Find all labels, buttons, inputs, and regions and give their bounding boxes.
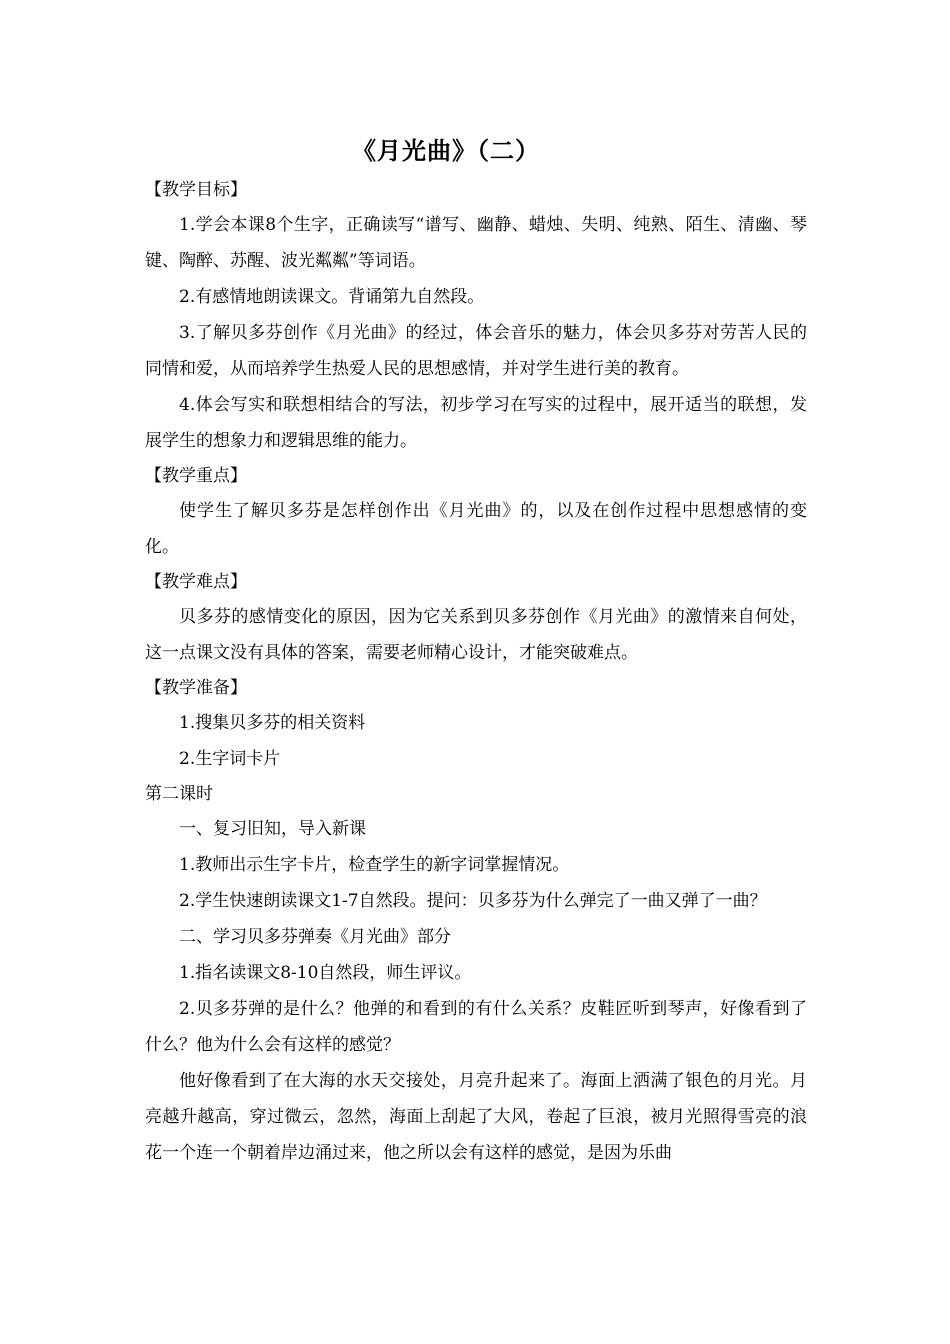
section-teaching-goals (145, 173, 807, 459)
paragraph: 2.学生快速朗读课文1-7自然段。提问：贝多芬为什么弹完了一曲又弹了一曲？ (179, 891, 767, 911)
section-heading: 【教学目标】 (145, 180, 247, 200)
section-heading: 【教学难点】 (145, 572, 247, 592)
paragraph: 1.教师出示生字卡片，检查学生的新字词掌握情况。 (179, 855, 570, 875)
paragraph: 二、学习贝多芬弹奏《月光曲》部分 (179, 927, 451, 947)
document-title: 《月光曲》（二） (352, 136, 540, 165)
paragraph: 2.有感情地朗读课文。背诵第九自然段。 (179, 287, 485, 307)
paragraph: 贝多芬的感情变化的原因，因为它关系到贝多芬创作《月光曲》的激情来自何处，这一点课文没有具体的答案，需要老师精心设计，才能突破难点。 (145, 607, 807, 663)
paragraph: 1.搜集贝多芬的相关资料 (179, 713, 366, 733)
section-heading: 第二课时 (145, 784, 213, 804)
section-preparation (145, 671, 807, 777)
paragraph: 2.贝多芬弹的是什么？他弹的和看到的有什么关系？皮鞋匠听到琴声，好像看到了什么？他为什么会有这样的感觉？ (145, 999, 807, 1055)
section-heading: 【教学重点】 (145, 466, 247, 486)
section-difficulties (145, 565, 807, 671)
paragraph: 他好像看到了在大海的水天交接处，月亮升起来了。海面上洒满了银色的月光。月亮越升越高，穿过微云，忽然，海面上刮起了大风，卷起了巨浪，被月光照得雪亮的浪花一个连一个朝着岸边涌过来，他之所以会有这样的感觉，是因为乐曲 (145, 1071, 807, 1163)
section-heading: 【教学准备】 (145, 678, 247, 698)
paragraph: 1.指名读课文8-10自然段，师生评议。 (179, 963, 472, 983)
paragraph: 4.体会写实和联想相结合的写法，初步学习在写实的过程中，展开适当的联想，发展学生的想象力和逻辑思维的能力。 (145, 395, 807, 451)
paragraph: 1.学会本课8个生字，正确读写“谱写、幽静、蜡烛、失明、纯熟、陌生、清幽、琴键、陶醉、苏醒、波光粼粼”等词语。 (145, 215, 807, 271)
section-key-points (145, 459, 807, 565)
paragraph: 2.生字词卡片 (179, 749, 281, 769)
section-second-lesson (145, 777, 807, 1171)
paragraph: 3.了解贝多芬创作《月光曲》的经过，体会音乐的魅力，体会贝多芬对劳苦人民的同情和爱，从而培养学生热爱人民的思想感情，并对学生进行美的教育。 (145, 323, 807, 379)
paragraph: 使学生了解贝多芬是怎样创作出《月光曲》的，以及在创作过程中思想感情的变化。 (145, 501, 807, 557)
document-page (145, 135, 807, 1171)
paragraph: 一、复习旧知，导入新课 (179, 819, 366, 839)
